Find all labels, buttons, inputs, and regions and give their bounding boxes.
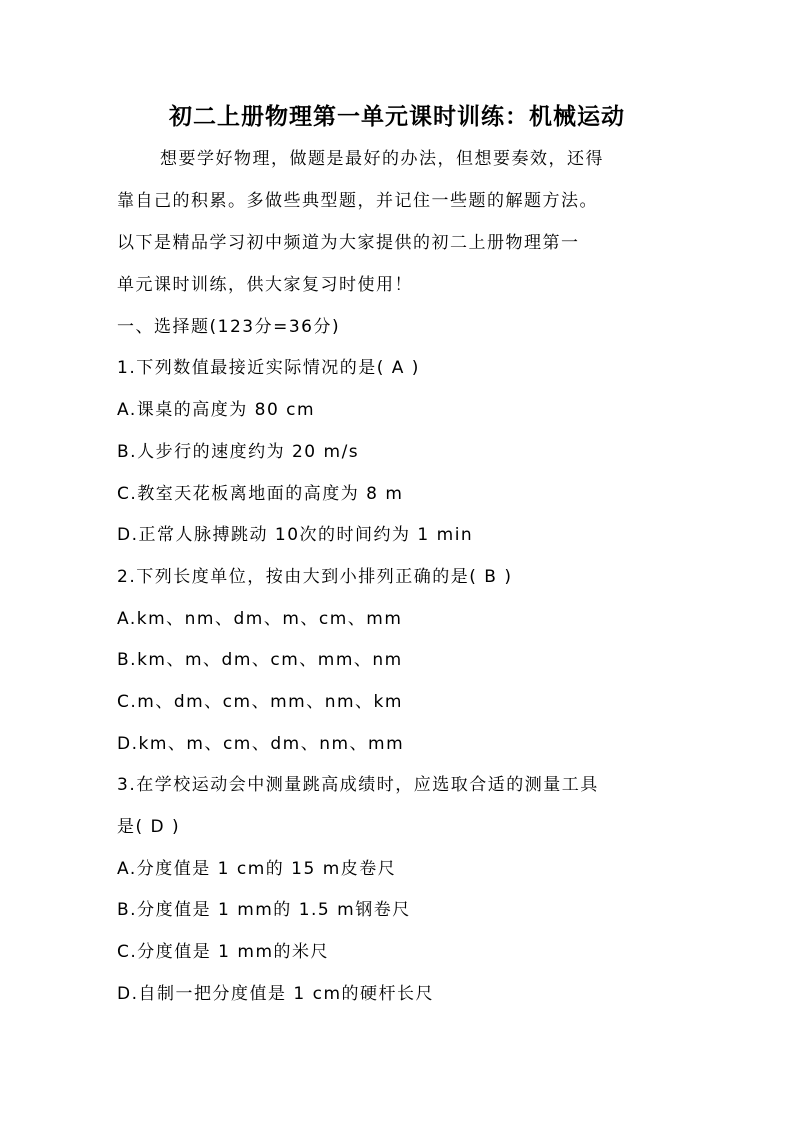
document-title: 初二上册物理第一单元课时训练：机械运动 <box>169 103 625 130</box>
question-stem: 3.在学校运动会中测量跳高成绩时，应选取合适的测量工具 <box>117 775 599 795</box>
intro-line: 以下是精品学习初中频道为大家提供的初二上册物理第一 <box>117 233 580 253</box>
question-stem: 2.下列长度单位，按由大到小排列正确的是( B ) <box>117 567 513 587</box>
question-option: B.分度值是 1 mm的 1.5 m钢卷尺 <box>117 900 411 920</box>
section-heading: 一、选择题(123分=36分) <box>117 317 341 337</box>
question-option: B.km、m、dm、cm、mm、nm <box>117 650 403 670</box>
question-option: C.m、dm、cm、mm、nm、km <box>117 692 403 712</box>
question-option: B.人步行的速度约为 20 m/s <box>117 442 360 462</box>
question-option: C.教室天花板离地面的高度为 8 m <box>117 484 404 504</box>
question-option: D.正常人脉搏跳动 10次的时间约为 1 min <box>117 525 474 545</box>
question-option: C.分度值是 1 mm的米尺 <box>117 942 330 962</box>
question-option: D.自制一把分度值是 1 cm的硬杆长尺 <box>117 984 435 1004</box>
intro-line: 靠自己的积累。多做些典型题，并记住一些题的解题方法。 <box>117 191 598 211</box>
question-option: A.课桌的高度为 80 cm <box>117 400 316 420</box>
intro-line: 想要学好物理，做题是最好的办法，但想要奏效，还得 <box>160 149 604 169</box>
question-option: A.分度值是 1 cm的 15 m皮卷尺 <box>117 859 397 879</box>
question-option: D.km、m、cm、dm、nm、mm <box>117 734 405 754</box>
question-stem: 1.下列数值最接近实际情况的是( A ) <box>117 358 420 378</box>
question-stem-continuation: 是( D ) <box>117 817 181 837</box>
question-option: A.km、nm、dm、m、cm、mm <box>117 609 403 629</box>
intro-line: 单元课时训练，供大家复习时使用！ <box>117 275 413 295</box>
